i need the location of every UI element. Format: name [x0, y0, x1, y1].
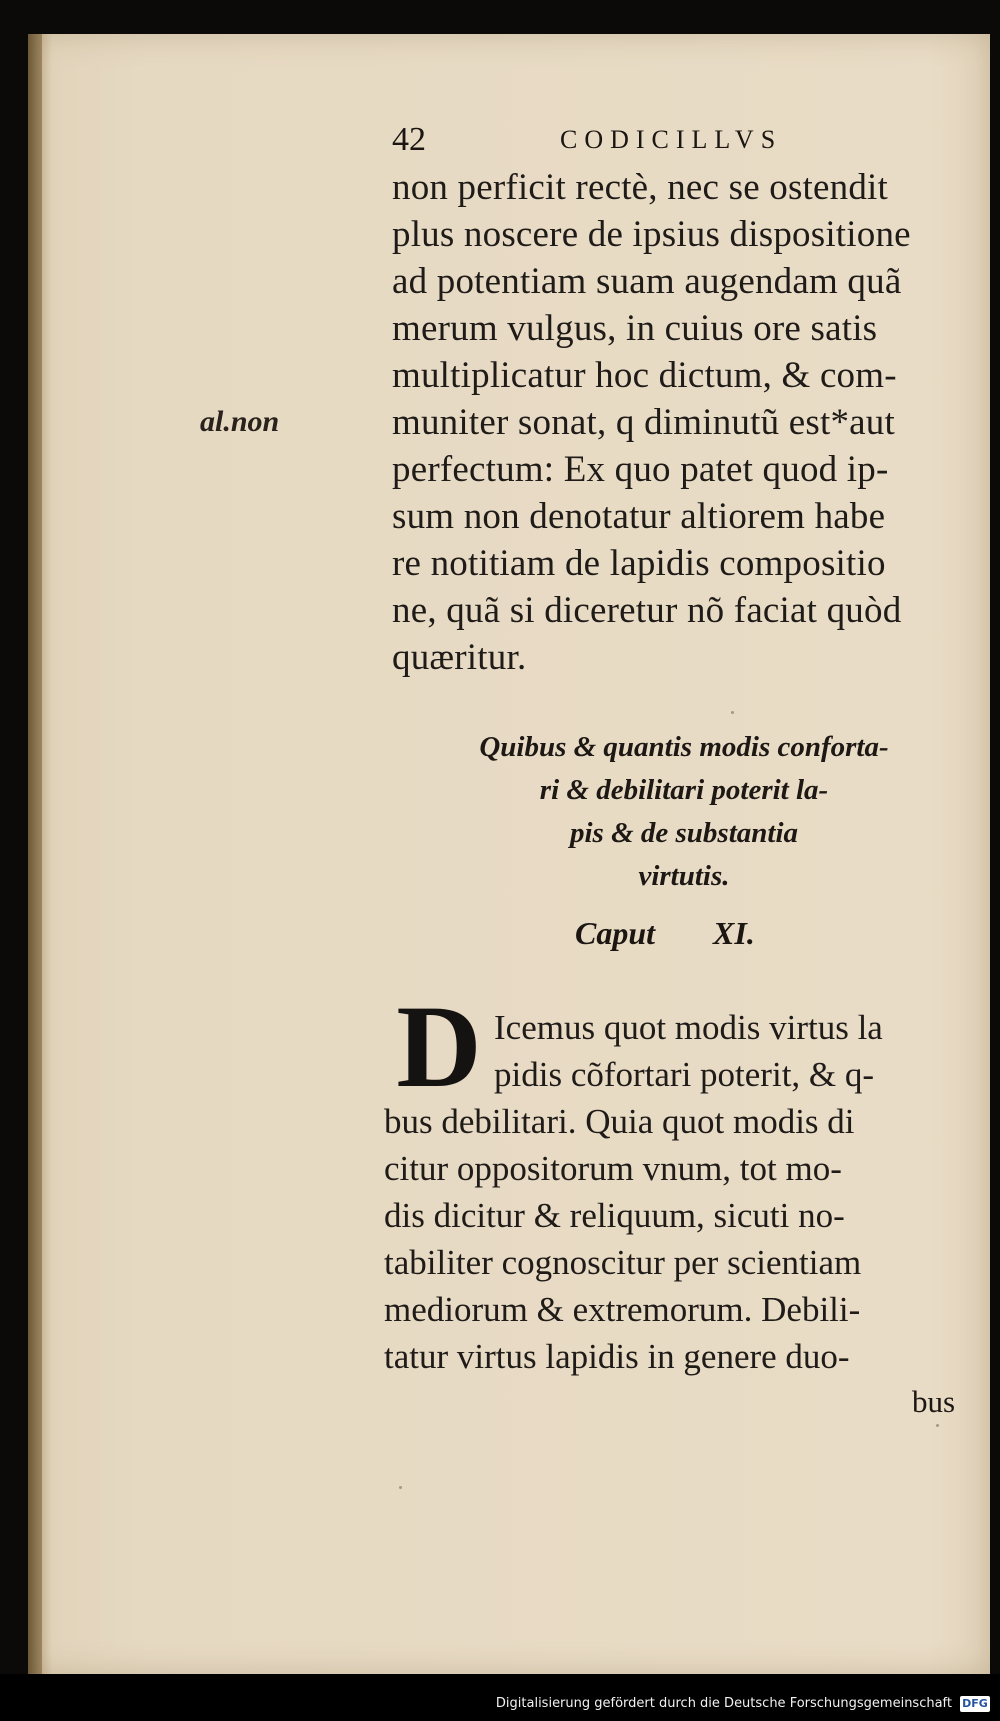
- chapter-word: Caput: [575, 915, 656, 951]
- text-line: non perficit rectè, nec se ostendit: [392, 167, 889, 208]
- text-line: plus noscere de ipsius dispositione: [392, 214, 911, 255]
- text-line: pidis cõfortari poterit, & q-: [494, 1055, 875, 1094]
- page-number: 42: [392, 121, 426, 158]
- text-line: tatur virtus lapidis in genere duo-: [384, 1337, 850, 1376]
- chapter-heading: [392, 726, 976, 898]
- text-line: multiplicatur hoc dictum, & com-: [392, 355, 897, 396]
- print-speck: [731, 711, 734, 714]
- heading-line: ri & debilitari poterit la-: [539, 774, 829, 806]
- running-title: CODICILLVS: [560, 125, 783, 154]
- heading-line: virtutis.: [638, 860, 730, 892]
- text-line: mediorum & extremorum. Debili-: [384, 1290, 861, 1329]
- text-line: sum non denotatur altiorem habe: [392, 496, 886, 537]
- text-line: tabiliter cognoscitur per scientiam: [384, 1243, 862, 1282]
- print-speck: [399, 1486, 402, 1489]
- text-line: Icemus quot modis virtus la: [494, 1008, 883, 1047]
- heading-line: Quibus & quantis modis conforta-: [479, 731, 889, 763]
- text-line: citur oppositorum vnum, tot mo-: [384, 1149, 842, 1188]
- text-line: perfectum: Ex quo patet quod ip-: [392, 449, 889, 490]
- funding-credit: Digitalisierung gefördert durch die Deutsche Forschungsgemeinschaft: [495, 1696, 952, 1711]
- page-gutter-edge: [28, 34, 42, 1674]
- decorated-initial: D: [396, 981, 482, 1112]
- page-header: [392, 120, 832, 160]
- chapter-number: XI.: [713, 915, 755, 951]
- heading-line: pis & de substantia: [569, 817, 799, 849]
- text-line: dis dicitur & reliquum, sicuti no-: [384, 1196, 845, 1235]
- print-speck: [936, 1424, 939, 1427]
- dfg-logo: DFG: [960, 1696, 990, 1712]
- text-line: re notitiam de lapidis compositio: [392, 543, 886, 584]
- catchword: bus: [912, 1384, 956, 1419]
- text-line: ne, quã si diceretur nõ faciat quòd: [392, 590, 902, 631]
- text-line: quæritur.: [392, 637, 527, 678]
- text-line: muniter sonat, q diminutũ est*aut: [392, 402, 895, 443]
- marginal-note: al.non: [200, 405, 280, 438]
- digitization-footer: [0, 1674, 1000, 1721]
- text-line: ad potentiam suam augendam quã: [392, 261, 902, 302]
- text-line: merum vulgus, in cuius ore satis: [392, 308, 878, 349]
- body-text-top: [392, 164, 979, 681]
- text-line: bus debilitari. Quia quot modis di: [384, 1102, 855, 1141]
- body-text-bottom: [384, 1004, 984, 1380]
- chapter-label: [575, 915, 825, 952]
